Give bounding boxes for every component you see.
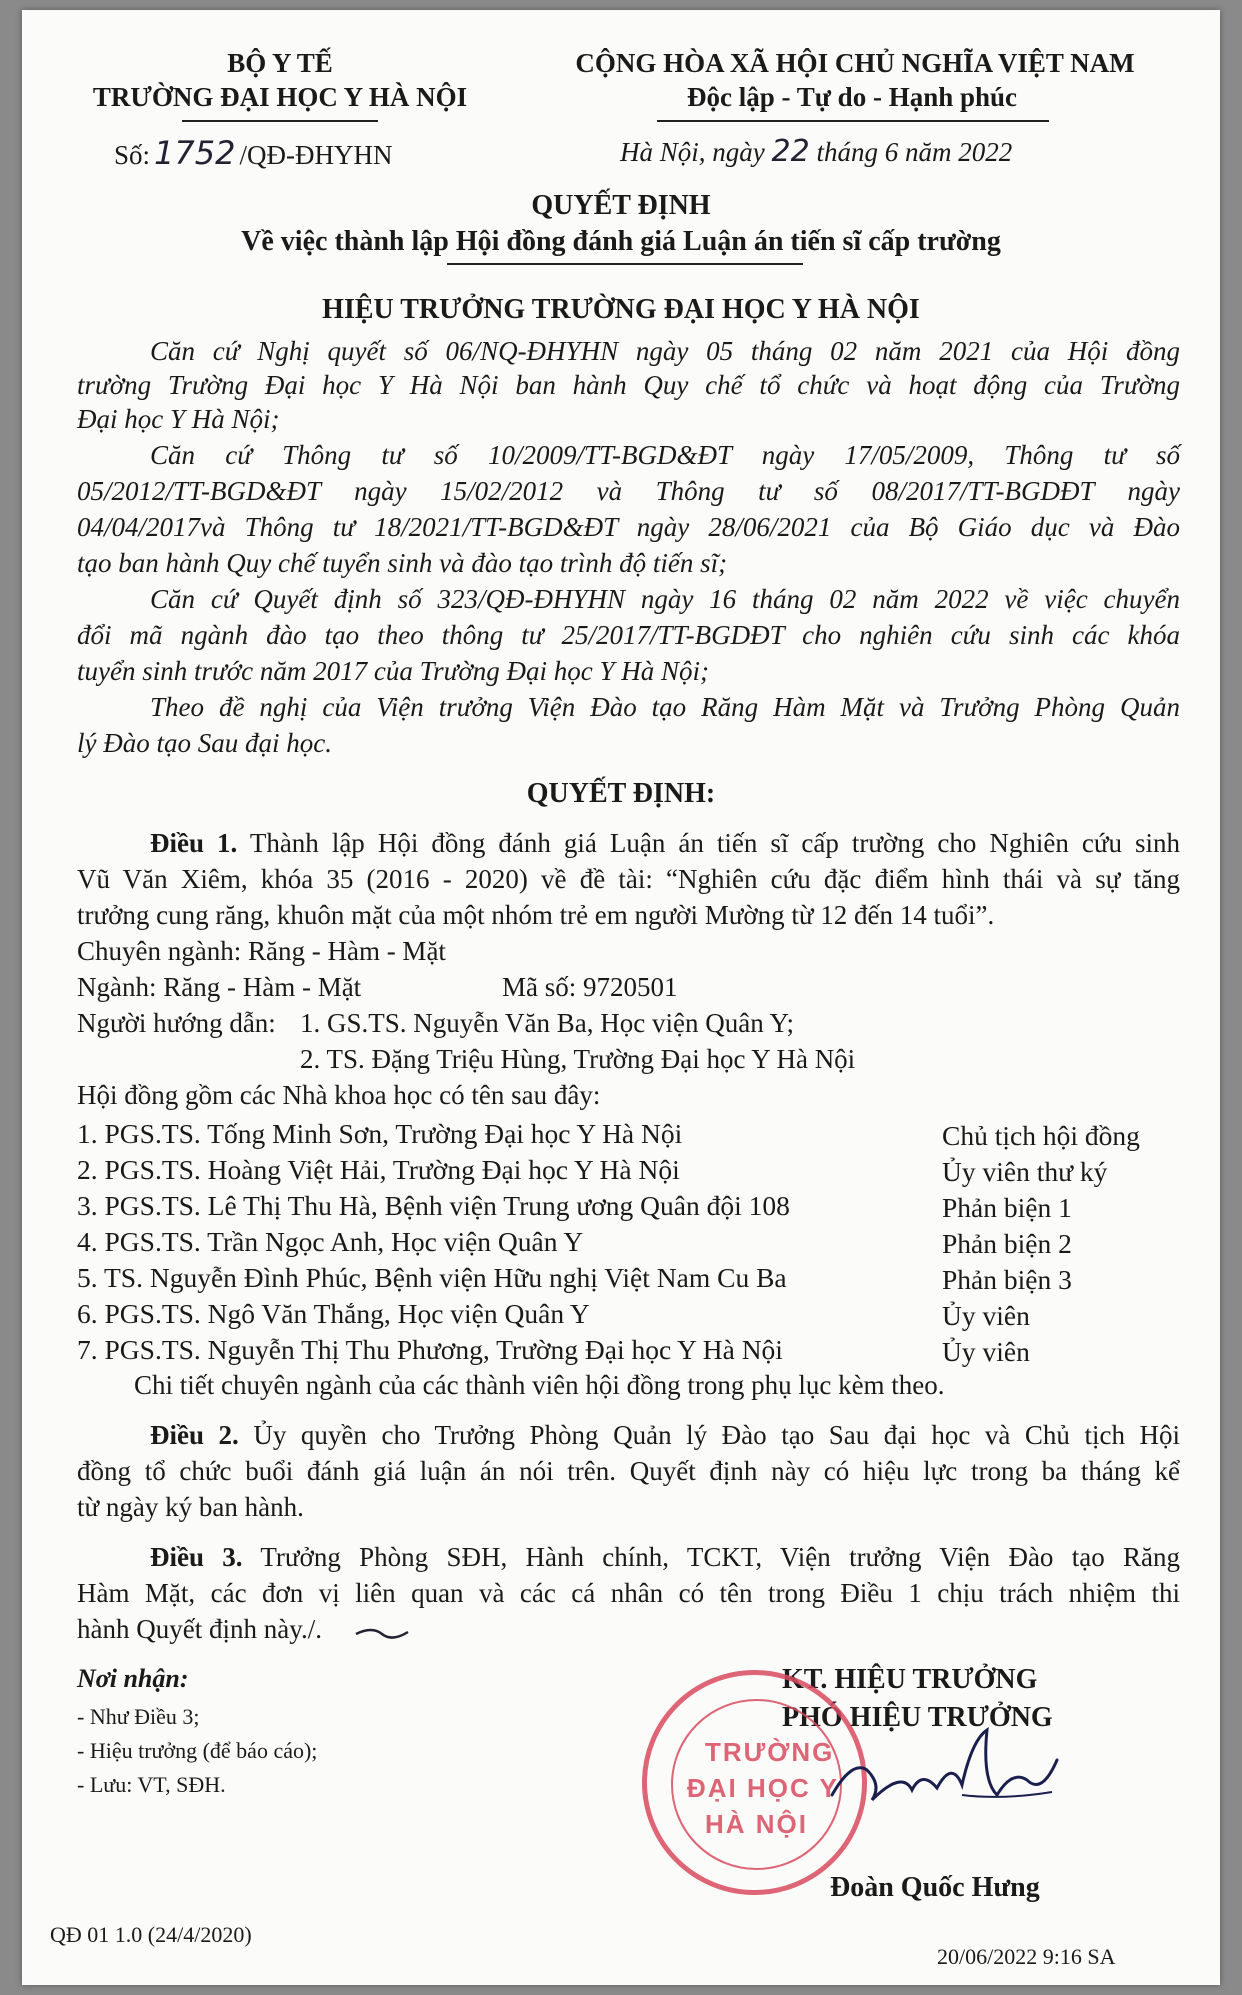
- council-intro: Hội đồng gồm các Nhà khoa học có tên sau đây:: [77, 1080, 601, 1110]
- handwritten-signature: [812, 1700, 1072, 1840]
- date-prefix: Hà Nội, ngày: [620, 137, 765, 167]
- recipient-item: - Lưu: VT, SĐH.: [77, 1772, 226, 1797]
- signature-line-2: PHÓ HIỆU TRƯỞNG: [782, 1702, 1053, 1733]
- signature-line-1: KT. HIỆU TRƯỞNG: [782, 1664, 1038, 1695]
- print-timestamp: 20/06/2022 9:16 SA: [937, 1944, 1116, 1969]
- advisor-2: 2. TS. Đặng Triệu Hùng, Trường Đại học Y Hà Nội: [300, 1044, 856, 1074]
- article-1-line-2: Vũ Văn Xiêm, khóa 35 (2016 - 2020) về đề tài: “Nghiên cứu đặc điểm hình thái và sự tăng: [77, 864, 1180, 894]
- article-3-line-3: hành Quyết định này./.: [77, 1614, 322, 1644]
- seal-text-3: HÀ NỘI: [705, 1809, 808, 1839]
- number-suffix: /QĐ-ĐHYHN: [239, 140, 393, 170]
- document-title: QUYẾT ĐỊNH: [531, 190, 711, 221]
- article-3-line-2: Hàm Mặt, các đơn vị liên quan và các cá nhân có tên trong Điều 1 chịu trách nhiệm thi: [77, 1578, 1180, 1608]
- advisor-1: 1. GS.TS. Nguyễn Văn Ba, Học viện Quân Y;: [300, 1008, 794, 1038]
- number-prefix: Số:: [114, 140, 151, 170]
- seal-text-2: ĐẠI HỌC Y: [687, 1773, 839, 1803]
- basis-2-line-4: tạo ban hành Quy chế tuyển sinh và đào tạo trình độ tiến sĩ;: [77, 548, 728, 578]
- date-day-handwritten: 22: [771, 134, 810, 169]
- member-role: Phản biện 3: [942, 1264, 1072, 1295]
- article-3-label: Điều 3.: [150, 1542, 243, 1572]
- basis-1-line-1: Căn cứ Nghị quyết số 06/NQ-ĐHYHN ngày 05 tháng 02 năm 2021 của Hội đồng: [150, 336, 1180, 366]
- header-underline-right: [657, 120, 1049, 122]
- specialty: Chuyên ngành: Răng - Hàm - Mặt: [77, 936, 446, 966]
- article-2-text: Ủy quyền cho Trưởng Phòng Quản lý Đào tạo Sau đại học và Chủ tịch Hội: [253, 1420, 1181, 1450]
- article-2-label: Điều 2.: [150, 1420, 239, 1450]
- member-role: Ủy viên thư ký: [942, 1156, 1108, 1187]
- university-name: TRƯỜNG ĐẠI HỌC Y HÀ NỘI: [92, 82, 468, 112]
- article-2-line-3: từ ngày ký ban hành.: [77, 1492, 304, 1522]
- basis-2-line-3: 04/04/2017và Thông tư 18/2021/TT-BGD&ĐT ngày 28/06/2021 của Bộ Giáo dục và Đào: [77, 512, 1180, 542]
- decision-heading: QUYẾT ĐỊNH:: [526, 778, 716, 809]
- member-role: Chủ tịch hội đồng: [942, 1120, 1140, 1151]
- date-suffix: tháng 6 năm 2022: [816, 137, 1013, 167]
- member-name: 1. PGS.TS. Tống Minh Sơn, Trường Đại học Y Hà Nội: [77, 1118, 683, 1149]
- basis-3-line-2: đổi mã ngành đào tạo theo thông tư 25/2017/TT-BGDĐT cho nghiên cứu sinh các khóa: [77, 620, 1180, 650]
- member-name: 5. TS. Nguyễn Đình Phúc, Bệnh viện Hữu nghị Việt Nam Cu Ba: [77, 1262, 787, 1293]
- article-1-line-3: trưởng cung răng, khuôn mặt của một nhóm trẻ em người Mường từ 12 đến 14 tuổi”.: [77, 900, 995, 930]
- signer-name: Đoàn Quốc Hưng: [830, 1872, 1040, 1903]
- recipients-label: Nơi nhận:: [77, 1664, 189, 1693]
- basis-4-line-2: lý Đào tạo Sau đại học.: [77, 728, 332, 758]
- major: Ngành: Răng - Hàm - Mặt: [77, 972, 362, 1002]
- basis-4-line-1: Theo đề nghị của Viện trưởng Viện Đào tạo Răng Hàm Mặt và Trưởng Phòng Quản: [150, 692, 1180, 722]
- national-motto: Độc lập - Tự do - Hạnh phúc: [686, 82, 1018, 112]
- recipient-item: - Hiệu trưởng (để báo cáo);: [77, 1738, 318, 1763]
- article-1-label: Điều 1.: [150, 828, 238, 858]
- issuer-title: HIỆU TRƯỞNG TRƯỜNG ĐẠI HỌC Y HÀ NỘI: [322, 294, 920, 325]
- member-role: Ủy viên: [942, 1336, 1030, 1367]
- recipient-item: - Như Điều 3;: [77, 1704, 200, 1729]
- member-name: 3. PGS.TS. Lê Thị Thu Hà, Bệnh viện Trung ương Quân đội 108: [77, 1190, 790, 1221]
- seal-text-1: TRƯỜNG: [705, 1737, 835, 1767]
- basis-1-line-2: trường Trường Đại học Y Hà Nội ban hành Quy chế tổ chức và hoạt động của Trường: [77, 370, 1180, 400]
- member-role: Phản biện 1: [942, 1192, 1072, 1223]
- number-handwritten: 1752: [154, 134, 236, 172]
- header-underline-left: [182, 120, 378, 122]
- article-3-text: Trưởng Phòng SĐH, Hành chính, TCKT, Viện trưởng Viện Đào tạo Răng: [260, 1542, 1181, 1572]
- member-name: 2. PGS.TS. Hoàng Việt Hải, Trường Đại học Y Hà Nội: [77, 1154, 680, 1185]
- document-page: [22, 10, 1220, 1985]
- subject-underline: [447, 263, 803, 265]
- member-role: Ủy viên: [942, 1300, 1030, 1331]
- appendix-note: Chi tiết chuyên ngành của các thành viên hội đồng trong phụ lục kèm theo.: [134, 1370, 945, 1400]
- basis-3-line-1: Căn cứ Quyết định số 323/QĐ-ĐHYHN ngày 16 tháng 02 năm 2022 về việc chuyển: [150, 584, 1180, 614]
- member-name: 4. PGS.TS. Trần Ngọc Anh, Học viện Quân Y: [77, 1226, 584, 1257]
- basis-1-line-3: Đại học Y Hà Nội;: [77, 404, 280, 434]
- article-2-line-1: [150, 1420, 1180, 1451]
- article-3-line-1: [150, 1542, 1180, 1573]
- basis-3-line-3: tuyển sinh trước năm 2017 của Trường Đại học Y Hà Nội;: [77, 656, 710, 686]
- member-name: 6. PGS.TS. Ngô Văn Thắng, Học viện Quân Y: [77, 1298, 590, 1329]
- basis-2-line-2: 05/2012/TT-BGD&ĐT ngày 15/02/2012 và Thông tư số 08/2017/TT-BGDĐT ngày: [77, 476, 1180, 506]
- document-subject: Về việc thành lập Hội đồng đánh giá Luận án tiến sĩ cấp trường: [241, 226, 1001, 257]
- document-number: [114, 134, 392, 172]
- member-name: 7. PGS.TS. Nguyễn Thị Thu Phương, Trường Đại học Y Hà Nội: [77, 1334, 783, 1365]
- republic-name: CỘNG HÒA XÃ HỘI CHỦ NGHĨA VIỆT NAM: [575, 48, 1135, 78]
- ministry-name: BỘ Y TẾ: [227, 48, 333, 78]
- article-1-text: Thành lập Hội đồng đánh giá Luận án tiến sĩ cấp trường cho Nghiên cứu sinh: [249, 828, 1181, 858]
- form-code: QĐ 01 1.0 (24/4/2020): [50, 1922, 252, 1947]
- handwritten-mark: [352, 1622, 412, 1642]
- issue-date: [620, 134, 1012, 169]
- article-2-line-2: đồng tổ chức buổi đánh giá luận án nói trên. Quyết định này có hiệu lực trong ba tháng kể: [77, 1456, 1180, 1486]
- member-role: Phản biện 2: [942, 1228, 1072, 1259]
- article-1-line-1: [150, 828, 1180, 859]
- advisor-label: Người hướng dẫn:: [77, 1008, 276, 1038]
- basis-2-line-1: Căn cứ Thông tư số 10/2009/TT-BGD&ĐT ngày 17/05/2009, Thông tư số: [150, 440, 1180, 470]
- major-code: Mã số: 9720501: [502, 972, 678, 1002]
